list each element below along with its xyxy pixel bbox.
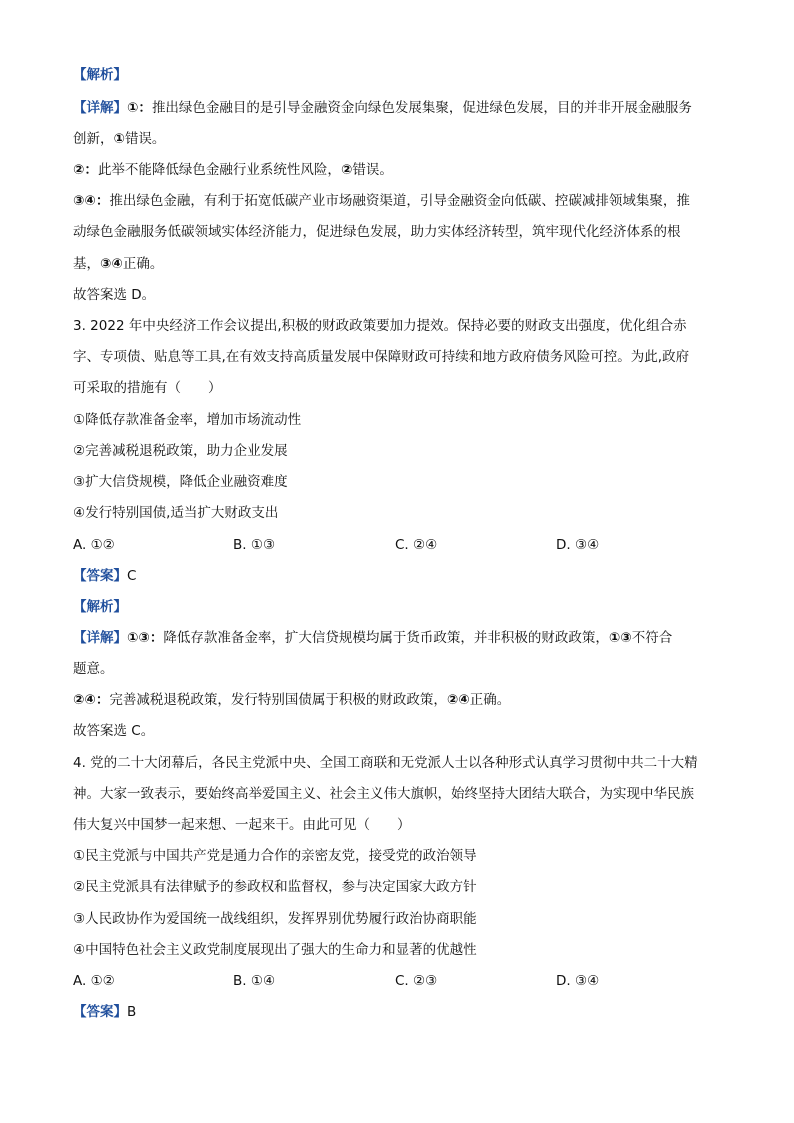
q4-item-2: ②民主党派具有法律赋予的参政权和监督权，参与决定国家大政方针 xyxy=(73,879,477,895)
q4-option-b: B. ①④ xyxy=(233,973,276,989)
detail-line-5: 动绿色金融服务低碳领域实体经济能力，促进绿色发展，助力实体经济转型，筑牢现代化经济体系的根 xyxy=(73,224,681,240)
q3-item-4: ④发行特别国债,适当扩大财政支出 xyxy=(73,505,279,521)
detail-bold: ①③ xyxy=(608,630,632,646)
q3-item-2: ②完善减税退税政策，助力企业发展 xyxy=(73,443,288,459)
detail-line-2 xyxy=(73,129,165,149)
detail-text: 创新， xyxy=(73,131,114,147)
q3-answer-conclusion: 故答案选 C。 xyxy=(73,723,155,739)
q3-item-3: ③扩大信贷规模，降低企业融资难度 xyxy=(73,474,288,490)
detail-label: 【详解】 xyxy=(73,100,127,116)
answer-value: C xyxy=(127,568,137,584)
q3-detail-line-2: 题意。 xyxy=(73,661,114,677)
detail-text: 正确。 xyxy=(469,692,511,708)
analysis-label: 【解析】 xyxy=(73,67,127,83)
q4-option-a: A. ①② xyxy=(73,973,115,989)
q3-detail-line-1 xyxy=(73,628,672,648)
q4-option-c: C. ②③ xyxy=(395,973,438,989)
q3-stem-line-1: 3. 2022 年中央经济工作会议提出,积极的财政政策要加力提效。保持必要的财政支出强度，优化组合赤 xyxy=(73,318,687,334)
detail-line-3 xyxy=(73,160,393,180)
detail-text: 正确。 xyxy=(122,256,164,272)
q4-item-4: ④中国特色社会主义政党制度展现出了强大的生命力和显著的优越性 xyxy=(73,942,477,958)
answer-label: 【答案】 xyxy=(73,568,127,584)
detail-lead: ②： xyxy=(73,162,98,178)
q4-option-d: D. ③④ xyxy=(556,973,600,989)
q3-analysis-label: 【解析】 xyxy=(73,599,127,615)
detail-lead: ①： xyxy=(127,100,152,116)
detail-text: 错误。 xyxy=(124,131,166,147)
detail-label: 【详解】 xyxy=(73,630,127,646)
detail-text: 此举不能降低绿色金融行业系统性风险， xyxy=(97,162,341,178)
detail-text: 完善减税退税政策，发行特别国债属于积极的财政政策， xyxy=(109,692,447,708)
q3-option-a: A. ①② xyxy=(73,537,115,553)
q3-item-1: ①降低存款准备金率，增加市场流动性 xyxy=(73,412,302,428)
q3-stem-line-3: 可采取的措施有（ ） xyxy=(73,380,222,396)
detail-lead: ③④： xyxy=(73,193,110,209)
detail-text: 推出绿色金融目的是引导金融资金向绿色发展集聚，促进绿色发展，目的并非开展金融服务 xyxy=(151,100,692,116)
detail-text: 推出绿色金融，有利于拓宽低碳产业市场融资渠道，引导金融资金向低碳、控碳减排领域集聚，推 xyxy=(109,193,690,209)
q3-option-b: B. ①③ xyxy=(233,537,276,553)
q4-stem-line-3: 伟大复兴中国梦一起来想、一起来干。由此可见（ ） xyxy=(73,817,411,833)
detail-line-1 xyxy=(73,98,692,118)
q4-stem-line-2: 神。大家一致表示，要始终高举爱国主义、社会主义伟大旗帜，始终坚持大团结大联合，为实现中华民族 xyxy=(73,786,694,802)
detail-text: 不符合 xyxy=(631,630,673,646)
detail-text: 基， xyxy=(73,256,100,272)
q3-stem-line-2: 字、专项债、贴息等工具,在有效支持高质量发展中保障财政可持续和地方政府债务风险可控。为此,政府 xyxy=(73,349,690,365)
detail-bold: ②④ xyxy=(446,692,470,708)
q4-item-1: ①民主党派与中国共产党是通力合作的亲密友党，接受党的政治领导 xyxy=(73,848,477,864)
q4-answer-line xyxy=(73,1002,136,1022)
detail-text: 降低存款准备金率，扩大信贷规模均属于货币政策，并非积极的财政政策， xyxy=(163,630,609,646)
detail-bold: ② xyxy=(340,162,353,178)
detail-text: 错误。 xyxy=(352,162,393,178)
q4-item-3: ③人民政协作为爱国统一战线组织，发挥界别优势履行政治协商职能 xyxy=(73,911,477,927)
q3-detail-line-3 xyxy=(73,690,510,710)
answer-label: 【答案】 xyxy=(73,1004,127,1020)
detail-line-6 xyxy=(73,254,163,274)
q3-option-d: D. ③④ xyxy=(556,537,600,553)
detail-lead: ②④： xyxy=(73,692,110,708)
q3-option-c: C. ②④ xyxy=(395,537,438,553)
detail-bold: ① xyxy=(113,131,125,147)
answer-value: B xyxy=(127,1004,137,1020)
q4-stem-line-1: 4. 党的二十大闭幕后，各民主党派中央、全国工商联和无党派人士以各种形式认真学习贯彻中共二十大精 xyxy=(73,755,698,771)
detail-lead: ①③： xyxy=(127,630,164,646)
detail-line-4 xyxy=(73,191,690,211)
answer-conclusion: 故答案选 D。 xyxy=(73,287,156,303)
q3-answer-line xyxy=(73,566,136,586)
detail-bold: ③④ xyxy=(100,256,123,272)
